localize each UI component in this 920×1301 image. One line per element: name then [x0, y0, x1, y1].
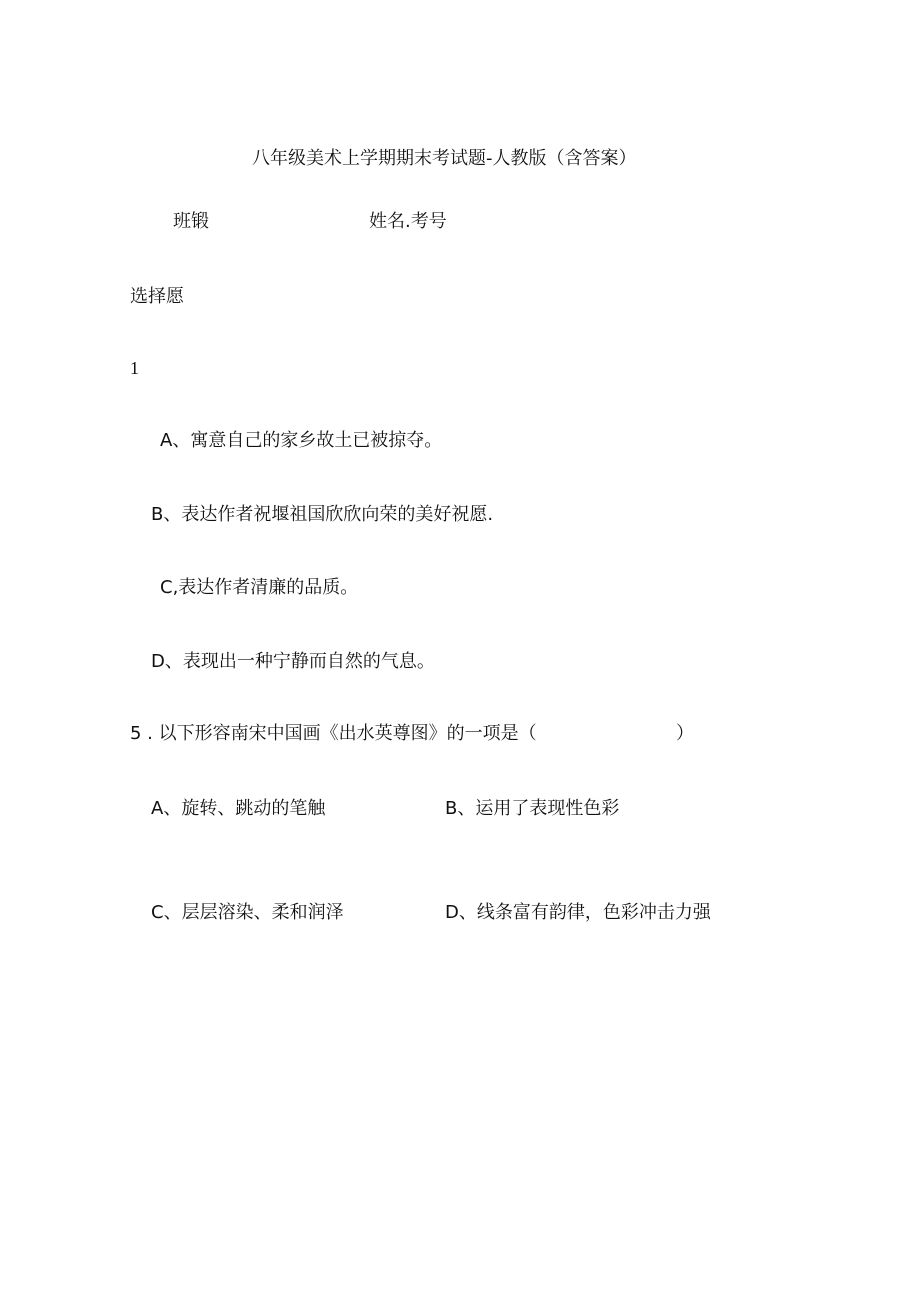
- document-title: 八年级美术上学期期末考试题-人教版（含答案）: [252, 148, 637, 169]
- question-1-option-d: D、表现出一种宁静而自然的气息。: [151, 651, 435, 672]
- question-1-option-c: C,表达作者清廉的品质。: [160, 577, 359, 598]
- question-5-option-b: B、运用了表现性色彩: [445, 798, 620, 819]
- section-heading: 选择愿: [130, 286, 184, 307]
- class-field-label: 班锻: [173, 211, 209, 232]
- question-1-option-a: A、寓意自己的家乡故土已被掠夺。: [160, 430, 443, 451]
- question-1-number: 1: [130, 358, 139, 378]
- question-5-answer-paren-close: ）: [676, 723, 694, 744]
- question-5-option-c: C、层层溶染、柔和润泽: [151, 902, 344, 923]
- question-5-stem: 5 . 以下形容南宋中国画《出水英尊图》的一项是（: [130, 723, 537, 744]
- question-5-option-a: A、旋转、跳动的笔触: [151, 798, 326, 819]
- name-number-field-label: 姓名.考号: [369, 211, 447, 232]
- question-5-option-d: D、线条富有韵律，色彩冲击力强: [445, 902, 711, 923]
- question-1-option-b: B、表达作者祝堰祖国欣欣向荣的美好祝愿.: [151, 504, 494, 525]
